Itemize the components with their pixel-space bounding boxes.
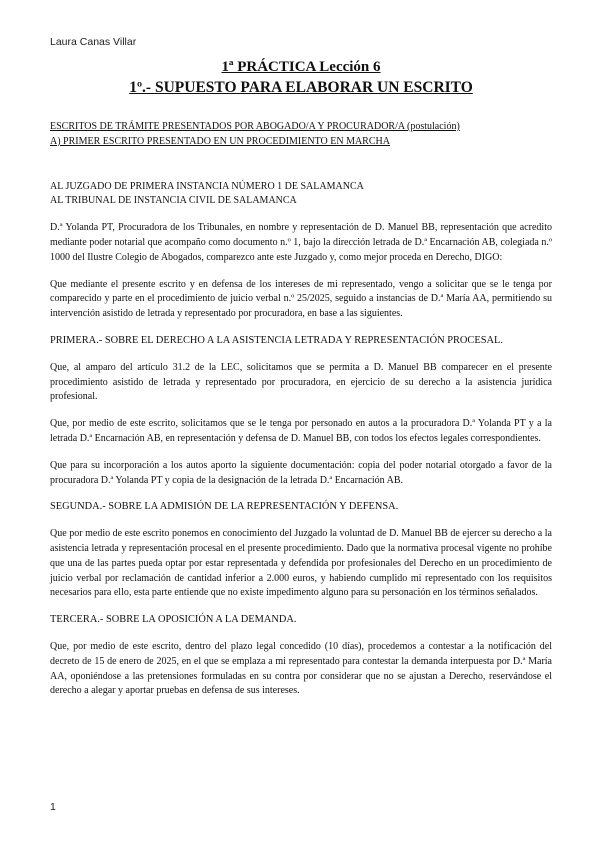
intro-paragraph: D.ª Yolanda PT, Procuradora de los Tribunales, en nombre y representación de D. Manuel BB, representación que acredito mediante poder notarial que acompaño como documento n.º 1, bajo la dirección letrada de D.ª Encarnación AB, colegiada n.º 1000 del Ilustre Colegio de Abogados, comparezco ante este Juzgado y, como mejor proceda en Derecho, DIGO: xyxy=(50,222,552,263)
subheading-line-2: A) PRIMER ESCRITO PRESENTADO EN UN PROCEDIMIENTO EN MARCHA xyxy=(50,135,390,147)
page-number: 1 xyxy=(50,801,56,813)
practice-title: 1ª PRÁCTICA Lección 6 xyxy=(221,59,381,75)
section1-paragraph-1: Que, al amparo del artículo 31.2 de la LEC, solicitamos que se permita a D. Manuel BB comparecer en el presente procedimiento asistido de letrada y representado por procuradora, en ejercicio de su derecho a la asistencia jurídica profesional. xyxy=(50,361,552,403)
author-name: Laura Canas Villar xyxy=(50,36,137,48)
section1-paragraph-2: Que, por medio de este escrito, solicitamos que se le tenga por personado en autos a la procuradora D.ª Yolanda PT y a la letrada D.ª Encarnación AB, en representación y defensa de D. Manuel BB, con todos los efectos legales correspondientes. xyxy=(50,418,552,444)
section-heading-primera: PRIMERA.- SOBRE EL DERECHO A LA ASISTENCIA LETRADA Y REPRESENTACIÓN PROCESAL. xyxy=(50,334,503,346)
section2-paragraph-1: Que por medio de este escrito ponemos en conocimiento del Juzgado la voluntad de D. Manuel BB de ejercer su derecho a la asistencia letrada y representación procesal en el presente procedimiento. Dado que la normativa procesal vigente no prohíbe que una de las partes pueda optar por estar representada y defendida por profesionales del Derecho en un procedimiento de juicio verbal por reclamación de cantidad inferior a 2.000 euros, y habiendo cumplido mi representado con los requisitos necesarios para ello, esta parte entiende que no existe impedimento alguno para su personación en los términos señalados. xyxy=(50,528,552,599)
section1-paragraph-3: Que para su incorporación a los autos aporto la siguiente documentación: copia del poder notarial otorgado a favor de la procuradora D.ª Yolanda PT y copia de la designación de la letrada D.ª Encarnación AB. xyxy=(50,459,552,486)
section-heading-segunda: SEGUNDA.- SOBRE LA ADMISIÓN DE LA REPRESENTACIÓN Y DEFENSA. xyxy=(50,501,399,513)
request-paragraph: Que mediante el presente escrito y en defensa de los intereses de mi representado, vengo a solicitar que se le tenga por comparecido y parte en el procedimiento de juicio verbal n.º 25/2025, seguido a instancias de D.ª María AA, permitiendo su intervención asistido de letrada y representado por procuradora, en base a las siguientes. xyxy=(50,278,552,320)
court-addressee xyxy=(50,180,552,210)
section3-paragraph-1: Que, por medio de este escrito, dentro del plazo legal concedido (10 días), procedemos a contestar a la notificación del decreto de 15 de enero de 2025, en el que se emplaza a mi representado para contestar la demanda interpuesta por D.ª María AA, oponiéndose a las pretensiones formuladas en su contra por considerar que no se ajustan a Derecho, reservándose el derecho a alegar y aportar pruebas en defensa de sus intereses. xyxy=(50,640,552,697)
exercise-title: 1º.- SUPUESTO PARA ELABORAR UN ESCRITO xyxy=(129,79,473,96)
court-line-1: AL JUZGADO DE PRIMERA INSTANCIA NÚMERO 1 DE SALAMANCA xyxy=(50,180,364,192)
document-body xyxy=(50,58,552,699)
court-line-2: AL TRIBUNAL DE INSTANCIA CIVIL DE SALAMANCA xyxy=(50,195,297,207)
subheading xyxy=(50,120,552,150)
section-heading-tercera: TERCERA.- SOBRE LA OPOSICIÓN A LA DEMANDA. xyxy=(50,614,297,626)
subheading-line-1: ESCRITOS DE TRÁMITE PRESENTADOS POR ABOGADO/A Y PROCURADOR/A (postulación) xyxy=(50,121,460,132)
